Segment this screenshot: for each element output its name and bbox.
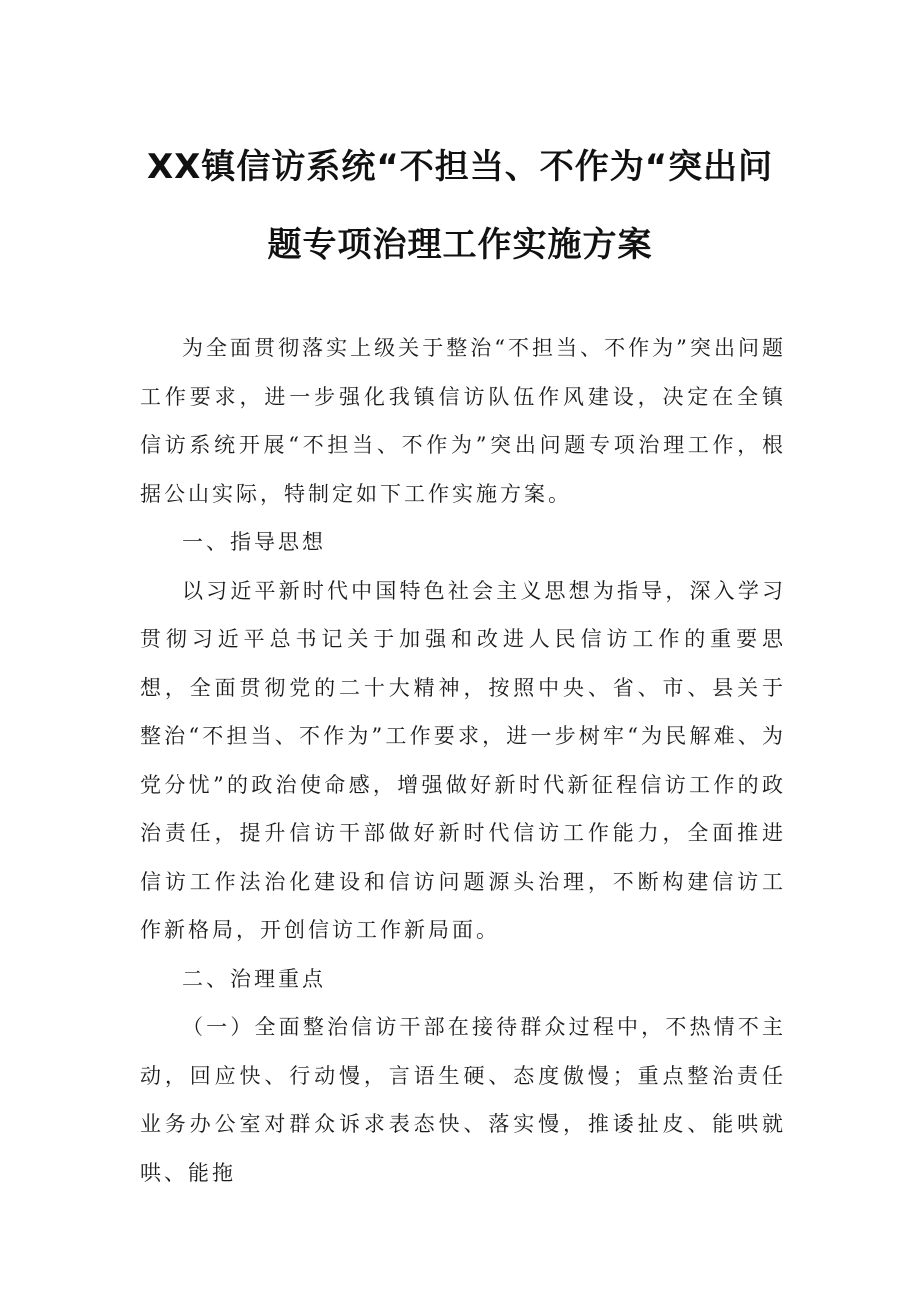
title-line-1: XX镇信访系统“不担当、不作为“突出问 <box>146 147 774 187</box>
document-body <box>140 324 786 1197</box>
governance-focus-item-1: （一）全面整治信访干部在接待群众过程中，不热情不主动，回应快、行动慢，言语生硬、态度傲慢；重点整治责任业务办公室对群众诉求表态快、落实慢，推诿扯皮、能哄就哄、能拖 <box>140 1015 786 1185</box>
document-title <box>120 128 800 284</box>
section-heading-guiding-thought: 一、指导思想 <box>182 530 326 554</box>
intro-paragraph: 为全面贯彻落实上级关于整治“不担当、不作为”突出问题工作要求，进一步强化我镇信访队伍作风建设，决定在全镇信访系统开展“不担当、不作为”突出问题专项治理工作，根据公山实际，特制定如下工作实施方案。 <box>140 336 786 506</box>
title-line-2: 题专项治理工作实施方案 <box>267 225 653 265</box>
section-heading-governance-focus: 二、治理重点 <box>182 966 326 991</box>
guiding-thought-paragraph: 以习近平新时代中国特色社会主义思想为指导，深入学习贯彻习近平总书记关于加强和改进人民信访工作的重要思想，全面贯彻党的二十大精神，按照中央、省、市、县关于整治“不担当、不作为”工作要求，进一步树牢“为民解难、为党分忧”的政治使命感，增强做好新时代新征程信访工作的政治责任，提升信访干部做好新时代信访工作能力，全面推进信访工作法治化建设和信访问题源头治理，不断构建信访工作新格局，开创信访工作新局面。 <box>140 578 786 942</box>
